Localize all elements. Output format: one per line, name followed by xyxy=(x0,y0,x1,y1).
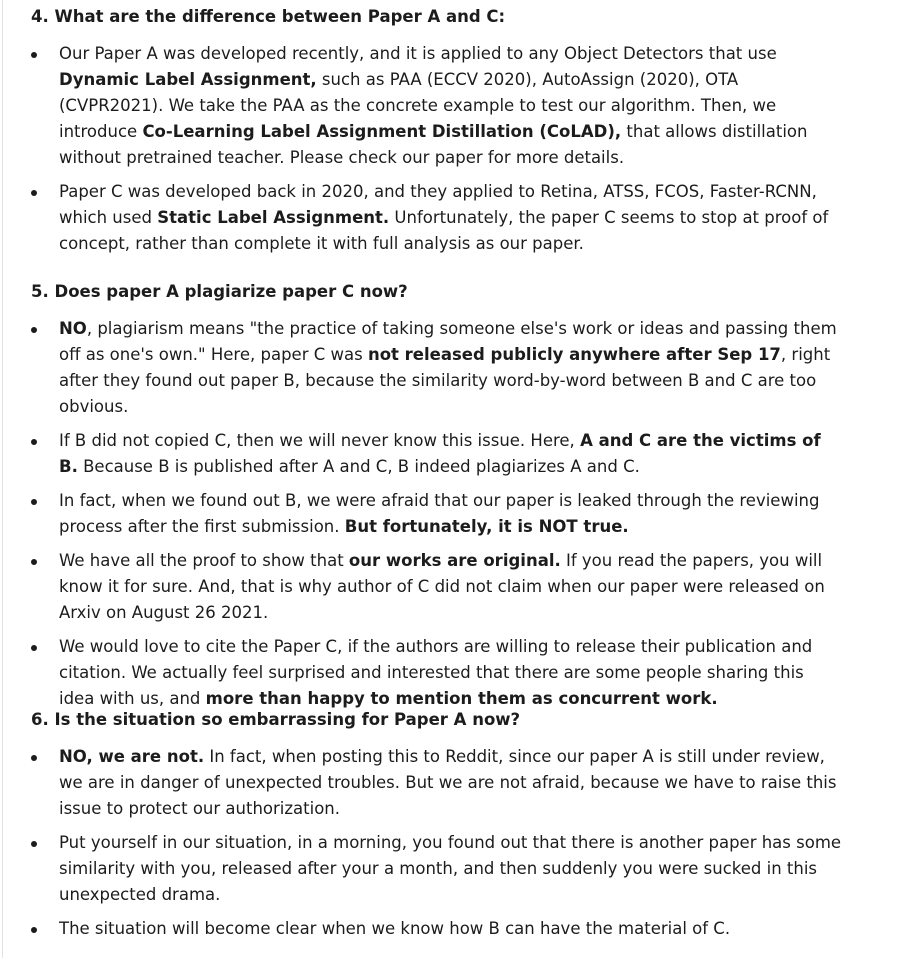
text-run: In fact, when we found out B, we were afraid that our paper is leaked through the reviewing process after the first submission. xyxy=(59,491,820,536)
list-item xyxy=(31,488,843,540)
section-heading: 4. What are the difference between Paper A and C: xyxy=(31,7,506,26)
text-run: We have all the proof to show that xyxy=(59,551,349,570)
list-item xyxy=(31,548,843,626)
section-list xyxy=(31,41,843,257)
text-run: In fact, when posting this to Reddit, since our paper A is still under review, we are in danger of unexpected troubles. But we are not afraid, because we have to raise this issue to protect our authorization. xyxy=(59,747,837,818)
bold-text: Dynamic Label Assignment, xyxy=(59,70,317,89)
bold-text: Co-Learning Label Assignment Distillation (CoLAD), xyxy=(142,122,622,141)
text-run: The situation will become clear when we know how B can have the material of C. xyxy=(59,919,731,938)
section-heading: 5. Does paper A plagiarize paper C now? xyxy=(31,282,408,301)
text-run: Paper C was developed back in 2020, and they applied to Retina, ATSS, FCOS, Faster-RCNN, which used xyxy=(59,182,817,227)
text-run: If you read the papers, you will know it for sure. And, that is why author of C did not claim when our paper were released on Arxiv on August 26 2021. xyxy=(59,551,825,622)
text-run: , right after they found out paper B, because the similarity word-by-word between B and C are too obvious. xyxy=(59,345,831,416)
bold-text: But fortunately, it is NOT true. xyxy=(344,517,629,536)
bold-text: more than happy to mention them as concurrent work. xyxy=(205,689,718,708)
text-run: Unfortunately, the paper C seems to stop at proof of concept, rather than complete it with full analysis as our paper. xyxy=(59,208,829,253)
bold-text: not released publicly anywhere after Sep 17 xyxy=(367,345,781,364)
text-run: Because B is published after A and C, B indeed plagiarizes A and C. xyxy=(77,457,640,476)
bold-text: Static Label Assignment. xyxy=(157,208,390,227)
list-item xyxy=(31,744,843,822)
section-list xyxy=(31,316,843,712)
text-run: , plagiarism means "the practice of taking someone else's work or ideas and passing them off as one's own." Here, paper C was xyxy=(59,319,837,364)
list-item xyxy=(31,179,843,257)
bold-text: our works are original. xyxy=(348,551,561,570)
list-item xyxy=(31,428,843,480)
bold-text: NO xyxy=(59,319,87,338)
list-item xyxy=(31,316,843,420)
list-item xyxy=(31,830,843,908)
text-run: such as PAA (ECCV 2020), AutoAssign (2020), OTA (CVPR2021). We take the PAA as the concrete example to test our algorithm. Then, we introduce xyxy=(59,70,777,141)
list-item xyxy=(31,41,843,171)
text-run: Our Paper A was developed recently, and it is applied to any Object Detectors that use xyxy=(59,44,777,63)
section-heading: 6. Is the situation so embarrassing for Paper A now? xyxy=(31,710,521,729)
bold-text: NO, we are not. xyxy=(59,747,205,766)
text-run: Put yourself in our situation, in a morning, you found out that there is another paper has some similarity with you, released after your a month, and then suddenly you were sucked in this unexpected drama. xyxy=(59,833,842,904)
text-run: If B did not copied C, then we will never know this issue. Here, xyxy=(59,431,581,450)
text-run: We would love to cite the Paper C, if the authors are willing to release their publication and citation. We actually feel surprised and interested that there are some people sharing this idea with us, and xyxy=(59,637,813,708)
list-item xyxy=(31,634,843,712)
text-run: that allows distillation without pretrained teacher. Please check our paper for more details. xyxy=(59,122,808,167)
left-border xyxy=(2,0,3,958)
list-item xyxy=(31,916,843,942)
section-list xyxy=(31,744,843,942)
bold-text: A and C are the victims of B. xyxy=(59,431,821,476)
